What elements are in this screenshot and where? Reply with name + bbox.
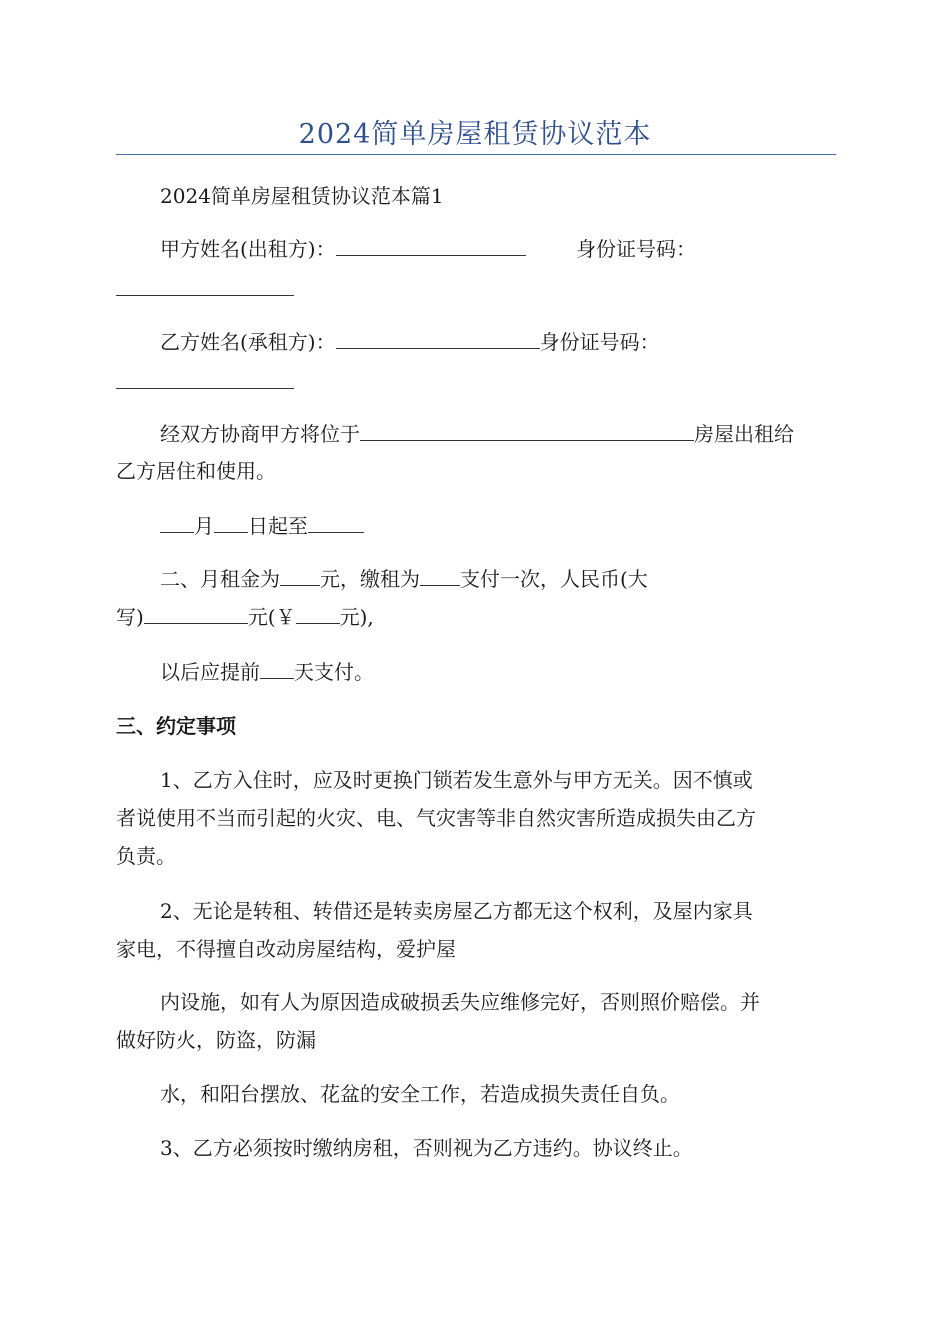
party-a-line [160,237,526,261]
party-b-id-label: 身份证号码： [539,330,660,354]
advance-payment-line [160,660,374,684]
clause2-line-2: 家电，不得擅自改动房屋结构，爱护屋 [116,937,456,961]
clause3-line: 3、乙方必须按时缴纳房租，否则视为乙方违约。协议终止。 [160,1136,693,1160]
advance-suffix: 天支付。 [294,660,374,684]
rent-amount-blank [280,567,320,586]
rent-yuan-close: 元), [339,605,374,629]
rent-cycle-blank [420,567,460,586]
advance-days-blank [260,660,294,679]
party-a-id-label: 身份证号码： [576,237,696,261]
party-a-label: 甲方姓名(出租方)： [160,237,336,261]
term-month-blank [160,514,194,533]
rent-rmb-label: 支付一次，人民币(大 [460,567,648,591]
party-a-name-blank [336,237,526,256]
clause1-line-3: 负责。 [116,844,176,868]
rent-cycle-label: 元，缴租为 [320,567,420,591]
location-blank [360,422,694,441]
location-suffix: 房屋出租给 [694,422,794,446]
term-month-label: 月 [194,514,214,538]
party-b-name-blank [336,330,540,349]
party-b-id-blank [116,388,294,389]
rent-yuan-label: 元(￥ [247,605,296,629]
party-a-id-blank [116,295,294,296]
clause2-cont-line-2: 做好防火，防盗，防漏 [116,1028,316,1052]
term-day-blank [214,514,248,533]
rent-figure-blank [296,605,340,624]
location-line-1 [160,422,794,446]
rent-amount-label: 二、月租金为 [160,567,280,591]
rent-capital-blank [144,605,248,624]
document-title: 2024简单房屋租赁协议范本 [298,119,652,150]
term-day-label: 日起至 [248,514,308,538]
advance-label: 以后应提前 [160,660,260,684]
clause1-line-2: 者说使用不当而引起的火灾、电、气灾害等非自然灾害所造成损失由乙方 [116,806,756,830]
title-underline [116,154,836,155]
clause1-line-1: 1、乙方入住时，应及时更换门锁若发生意外与甲方无关。因不慎或 [160,768,753,792]
rent-line-2 [116,605,374,629]
clause2-cont2-line: 水，和阳台摆放、花盆的安全工作，若造成损失责任自负。 [160,1082,680,1106]
party-b-label: 乙方姓名(承租方)： [160,330,336,354]
location-prefix: 经双方协商甲方将位于 [160,422,360,446]
location-line-2: 乙方居住和使用。 [116,459,276,483]
term-line [160,514,364,538]
clause2-line-1: 2、无论是转租、转借还是转卖房屋乙方都无这个权利，及屋内家具 [160,899,753,923]
clause2-cont-line-1: 内设施，如有人为原因造成破损丢失应维修完好，否则照价赔偿。并 [160,990,760,1014]
section-heading: 2024简单房屋租赁协议范本篇1 [160,184,444,208]
term-end-blank [308,514,364,533]
rent-capital-label: 写) [116,605,144,629]
rent-line-1 [160,567,648,591]
agreement-heading: 三、约定事项 [116,714,236,738]
party-b-line [160,330,660,354]
